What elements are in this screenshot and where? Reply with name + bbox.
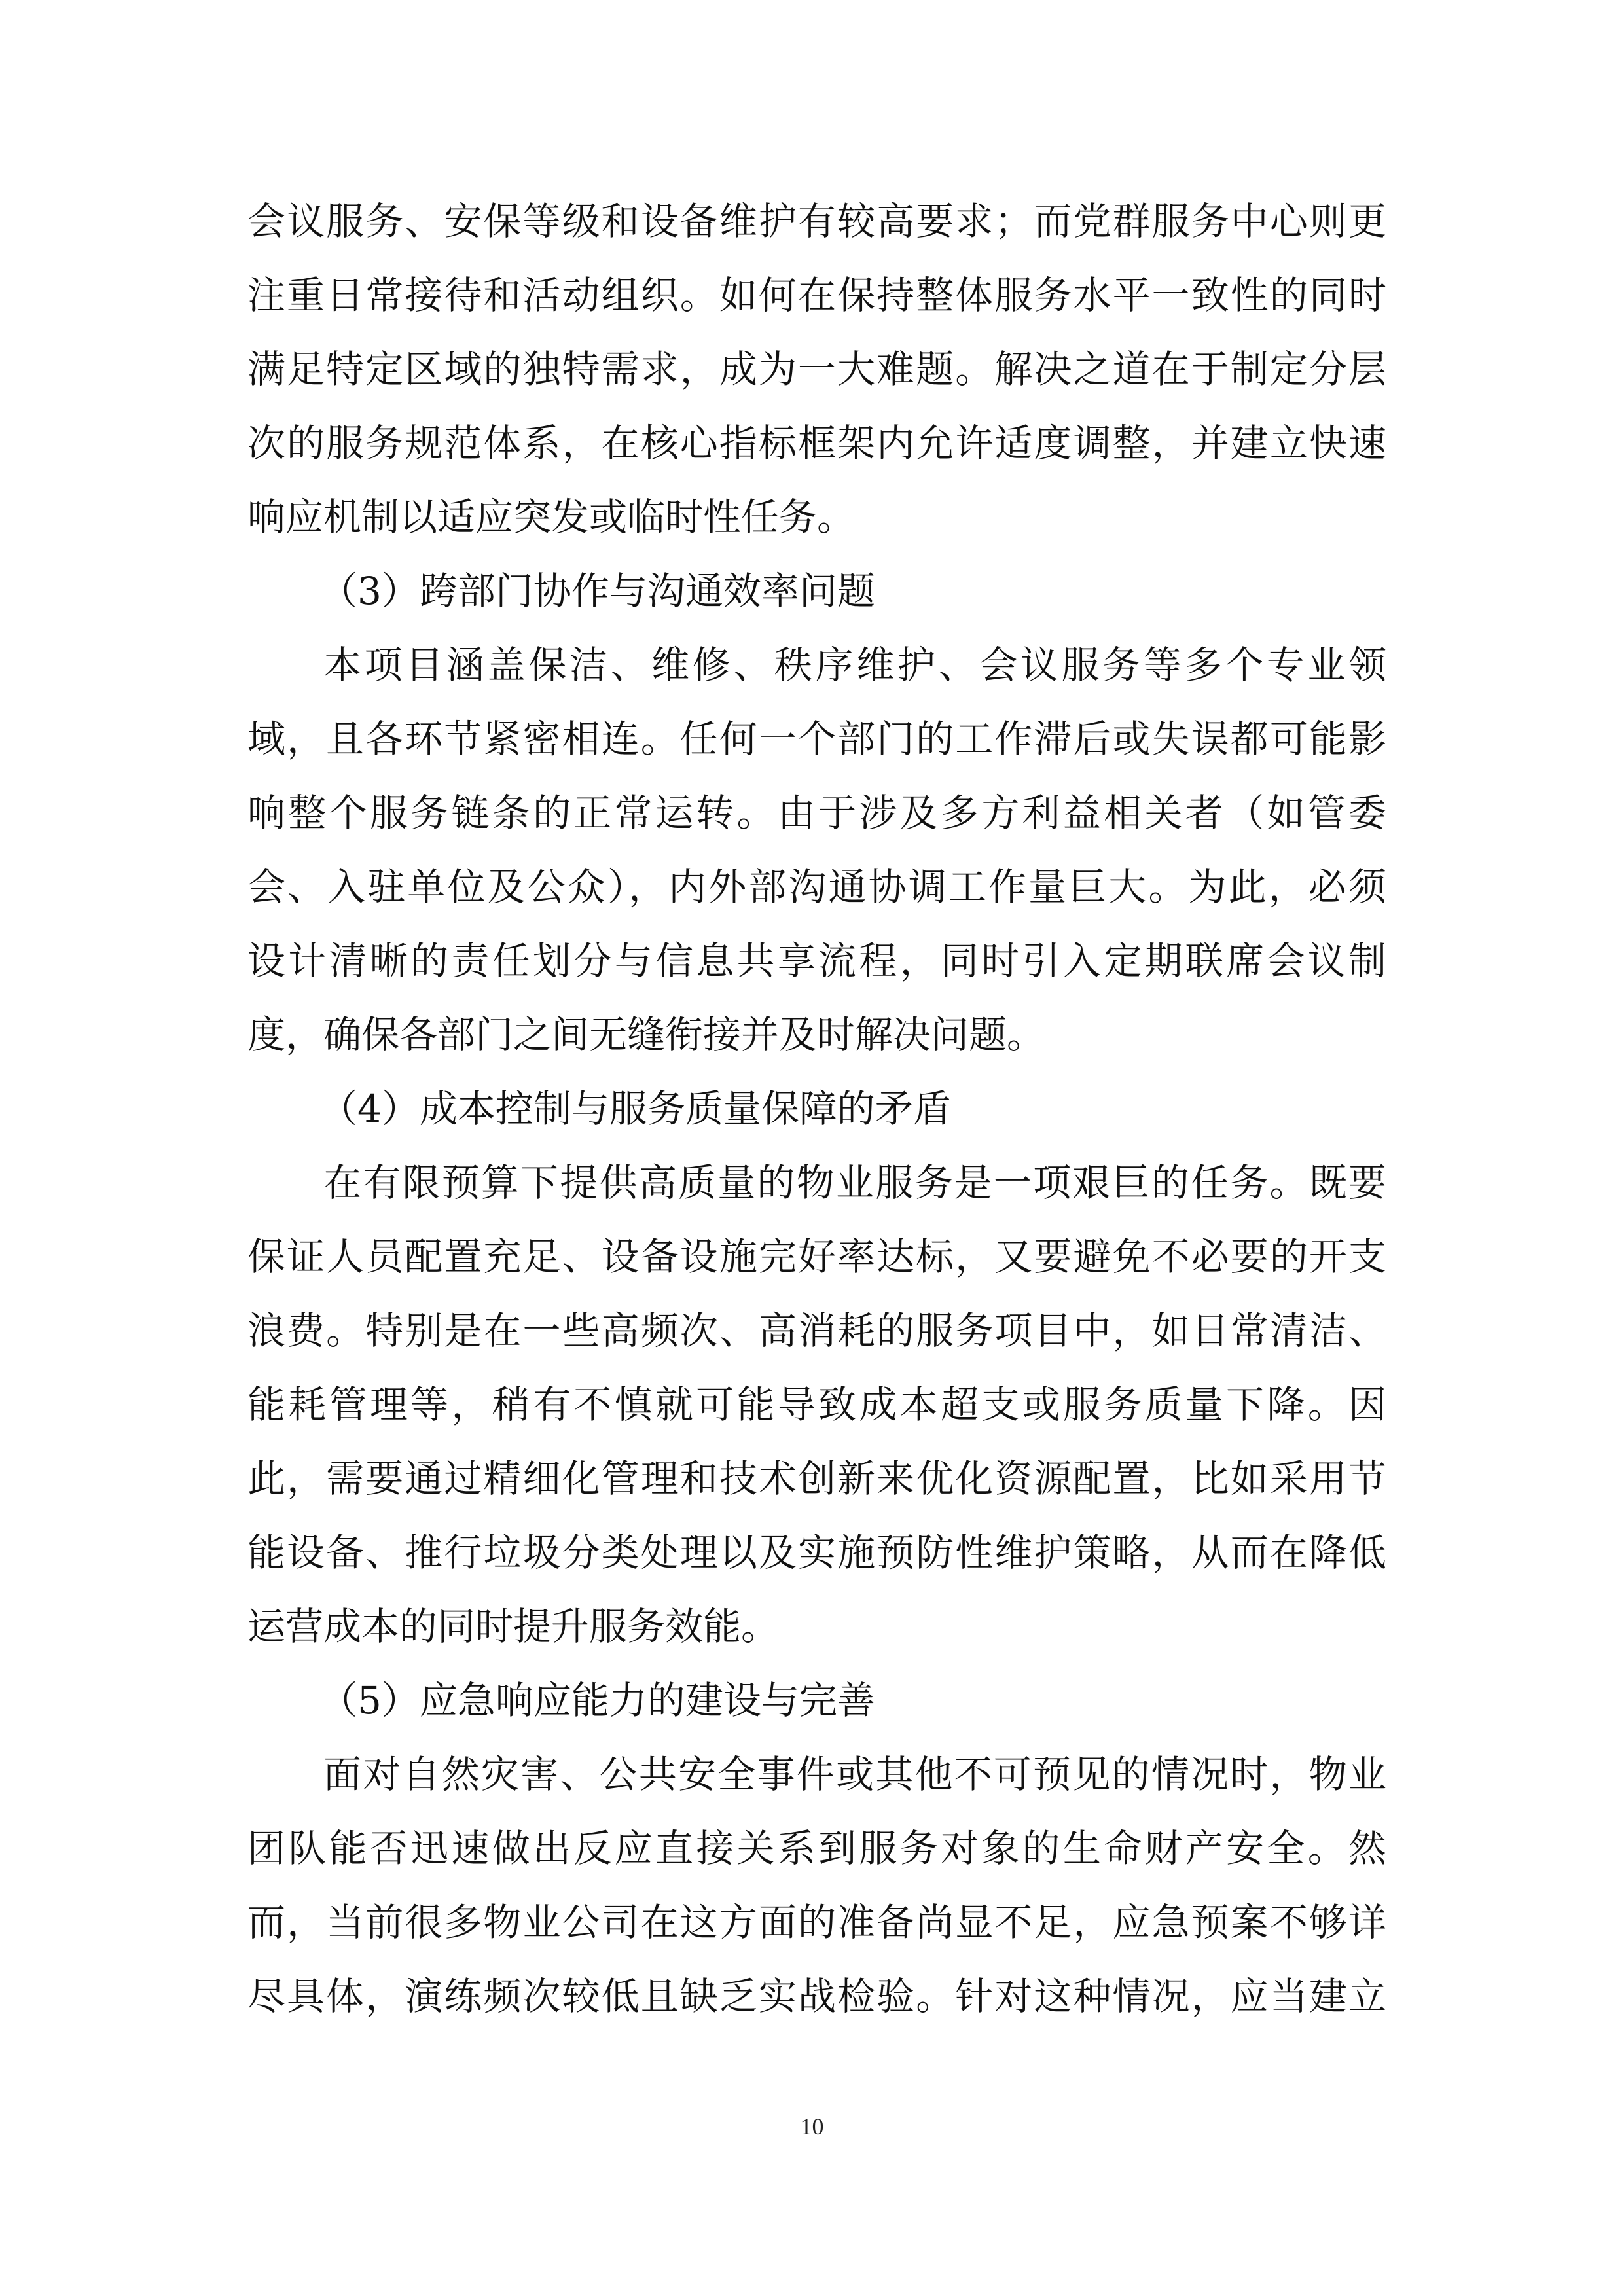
text-line: 本项目涵盖保洁、维修、秩序维护、会议服务等多个专业领: [323, 643, 1386, 687]
body-paragraph: [247, 628, 1386, 1072]
text-line: 团队能否迅速做出反应直接关系到服务对象的生命财产安全。然: [247, 1826, 1386, 1871]
text-line: 此，需要通过精细化管理和技术创新来优化资源配置，比如采用节: [247, 1456, 1386, 1501]
section-heading: （3）跨部门协作与沟通效率问题: [319, 569, 875, 613]
text-line: 面对自然灾害、公共安全事件或其他不可预见的情况时，物业: [323, 1752, 1386, 1797]
text-line: 会、入驻单位及公众），内外部沟通协调工作量巨大。为此，必须: [247, 865, 1386, 909]
text-line: 保证人员配置充足、设备设施完好率达标，又要避免不必要的开支: [247, 1234, 1386, 1279]
text-line: 响应机制以适应突发或临时性任务。: [247, 495, 856, 539]
text-line: 注重日常接待和活动组织。如何在保持整体服务水平一致性的同时: [247, 273, 1386, 317]
text-line: 能设备、推行垃圾分类处理以及实施预防性维护策略，从而在降低: [247, 1530, 1386, 1575]
text-line: 运营成本的同时提升服务效能。: [247, 1604, 780, 1649]
text-line: 尽具体，演练频次较低且缺乏实战检验。针对这种情况，应当建立: [247, 1974, 1386, 2018]
section-heading: （5）应急响应能力的建设与完善: [319, 1678, 875, 1723]
text-line: 而，当前很多物业公司在这方面的准备尚显不足，应急预案不够详: [247, 1900, 1386, 1945]
text-line: 浪费。特别是在一些高频次、高消耗的服务项目中，如日常清洁、: [247, 1308, 1386, 1353]
text-line: 响整个服务链条的正常运转。由于涉及多方利益相关者（如管委: [247, 791, 1386, 835]
text-line: 能耗管理等，稍有不慎就可能导致成本超支或服务质量下降。因: [247, 1382, 1386, 1427]
section-heading: （4）成本控制与服务质量保障的矛盾: [319, 1086, 951, 1131]
body-paragraph: [247, 1146, 1386, 1664]
text-line: 域，且各环节紧密相连。任何一个部门的工作滞后或失误都可能影: [247, 717, 1386, 761]
text-line: 在有限预算下提供高质量的物业服务是一项艰巨的任务。既要: [323, 1160, 1386, 1205]
body-paragraph: [247, 1738, 1386, 2034]
page-body: [247, 185, 1386, 2034]
text-line: 设计清晰的责任划分与信息共享流程，同时引入定期联席会议制: [247, 939, 1386, 983]
text-line: 会议服务、安保等级和设备维护有较高要求；而党群服务中心则更: [247, 199, 1386, 243]
text-line: 度，确保各部门之间无缝衔接并及时解决问题。: [247, 1013, 1045, 1057]
page-number: 10: [800, 2113, 824, 2140]
body-paragraph-continued: [247, 185, 1386, 554]
text-line: 满足特定区域的独特需求，成为一大难题。解决之道在于制定分层: [247, 347, 1386, 391]
text-line: 次的服务规范体系，在核心指标框架内允许适度调整，并建立快速: [247, 421, 1386, 465]
